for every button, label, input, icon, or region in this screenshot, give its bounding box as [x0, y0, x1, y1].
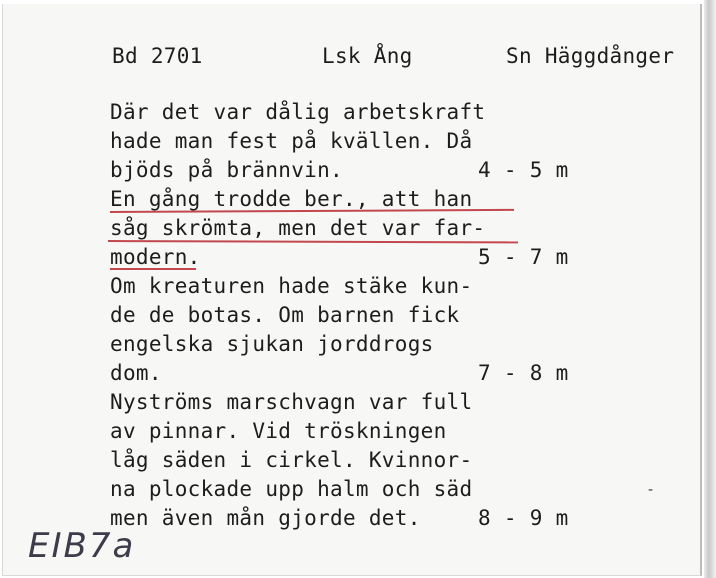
text-line: engelska sjukan jorddrogs	[110, 332, 434, 356]
text-line: Om kreaturen hade stäke kun-	[110, 274, 473, 298]
landscape-label: Lsk Ång	[322, 44, 413, 68]
text-line: hade man fest på kvällen. Då	[110, 129, 473, 153]
text-line: Där det var dålig arbetskraft	[110, 100, 486, 124]
time-range: 7 - 8 m	[478, 361, 569, 385]
time-range: 8 - 9 m	[478, 506, 569, 530]
text-line: såg skrömta, men det var far-	[110, 216, 486, 240]
stray-mark: -	[648, 482, 654, 498]
text-line: modern.	[110, 245, 201, 269]
card-edge	[704, 0, 716, 578]
text-line: låg säden i cirkel. Kvinnor-	[110, 448, 473, 472]
parish-label: Sn Häggdånger	[506, 44, 675, 68]
red-underline	[110, 268, 196, 270]
text-line: av pinnar. Vid tröskningen	[110, 419, 447, 443]
handwritten-signature: EIB7a	[28, 526, 136, 566]
text-line: men även mån gjorde det.	[110, 506, 421, 530]
text-line: En gång trodde ber., att han	[110, 187, 473, 211]
time-range: 5 - 7 m	[478, 245, 569, 269]
text-line: de de botas. Om barnen fick	[110, 303, 460, 327]
time-range: 4 - 5 m	[478, 158, 569, 182]
archive-number: Bd 2701	[112, 44, 203, 68]
text-line: Nyströms marschvagn var full	[110, 390, 473, 414]
text-line: bjöds på brännvin.	[110, 158, 343, 182]
text-line: na plockade upp halm och säd	[110, 477, 473, 501]
text-line: dom.	[110, 361, 162, 385]
